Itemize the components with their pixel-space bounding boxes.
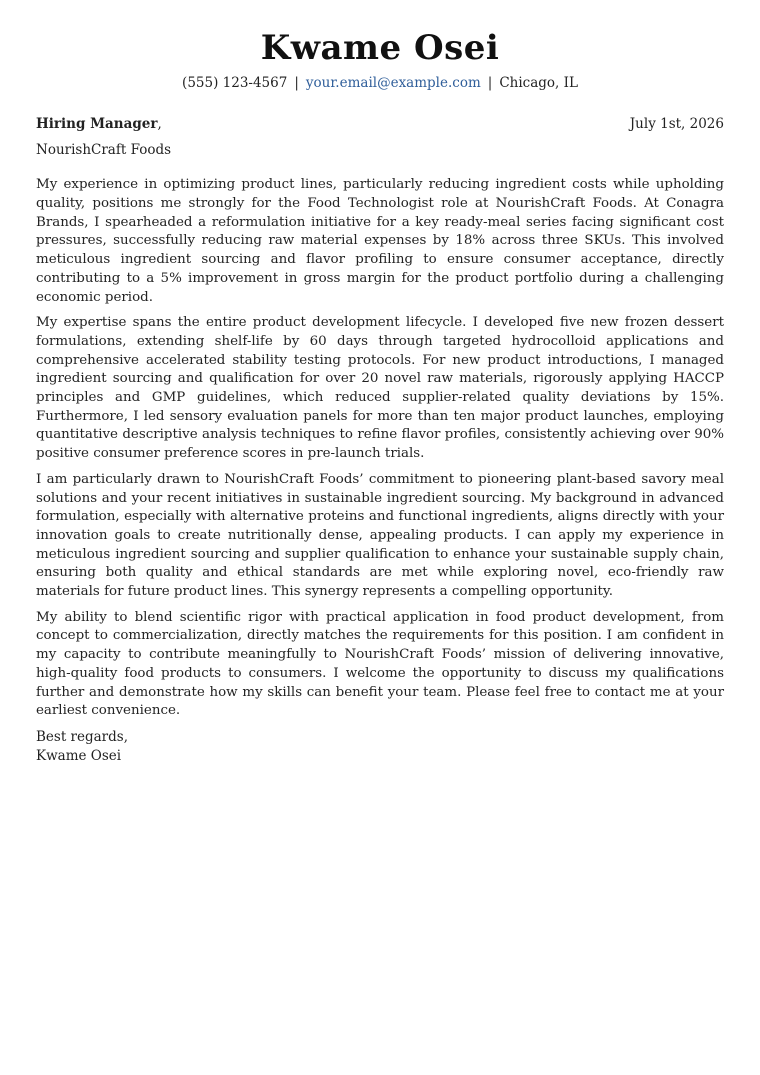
contact-separator: | — [294, 75, 299, 91]
recipient-title-suffix: , — [157, 116, 162, 133]
contact-line — [36, 75, 724, 91]
recipient-block — [36, 116, 162, 134]
closing-block — [36, 728, 724, 765]
recipient-company: NourishCraft Foods — [36, 141, 172, 158]
contact-separator: | — [487, 75, 493, 91]
letter-body — [36, 176, 724, 721]
signature-name: Kwame Osei — [36, 747, 122, 764]
body-paragraph: My experience in optimizing product lines, particularly reducing ingredient costs while upholding quality, positions me strongly for the Food Technologist role at NourishCraft Foods. At Conagra Brands, I spearheaded a reformulation initiative for a key ready-meal series facing significant cost pressures, successfully reducing raw material expenses by 18% across three SKUs. This involved meticulous ingredient sourcing and flavor profiling to ensure consumer acceptance, directly contributing to a 5% improvement in gross margin for the product portfolio during a challenging economic period. — [36, 177, 724, 305]
recipient-title: Hiring Manager — [36, 116, 158, 133]
body-paragraph: My ability to blend scientific rigor with practical application in food product development, from concept to commercialization, directly matches the requirements for this position. I am confident in my capacity to contribute meaningfully to NourishCraft Foods’ mission of delivering innovative, high-quality food products to consumers. I welcome the opportunity to discuss my qualifications further and demonstrate how my skills can benefit your team. Please feel free to contact me at your earliest convenience. — [36, 609, 724, 719]
email-link[interactable]: your.email@example.com — [305, 75, 481, 91]
letter-date: July 1st, 2026 — [629, 116, 724, 133]
applicant-name: Kwame Osei — [260, 28, 500, 68]
recipient-date-row — [36, 116, 724, 134]
phone-number: (555) 123-4567 — [182, 75, 288, 91]
body-paragraph: I am particularly drawn to NourishCraft Foods’ commitment to pioneering plant-based savory meal solutions and your recent initiatives in sustainable ingredient sourcing. My background in advanced formulation, especially with alternative proteins and functional ingredients, aligns directly with your innovation goals to create nutritionally dense, appealing products. I can apply my experience in meticulous ingredient sourcing and supplier qualification to enhance your sustainable supply chain, ensuring both quality and ethical standards are met while exploring novel, eco-friendly raw materials for future product lines. This synergy represents a compelling opportunity. — [36, 471, 724, 600]
body-paragraph: My expertise spans the entire product development lifecycle. I developed five new frozen dessert formulations, extending shelf-life by 60 days through targeted hydrocolloid applications and comprehensive accelerated stability testing protocols. For new product introductions, I managed ingredient sourcing and qualification for over 20 novel raw materials, rigorously applying HACCP principles and GMP guidelines, which reduced supplier-related quality deviations by 15%. Furthermore, I led sensory evaluation panels for more than ten major product launches, employing quantitative descriptive analysis techniques to refine flavor profiles, consistently achieving over 90% positive consumer preference scores in pre-launch trials. — [36, 315, 724, 462]
location: Chicago, IL — [499, 75, 578, 91]
closing-salutation: Best regards, — [36, 728, 129, 745]
